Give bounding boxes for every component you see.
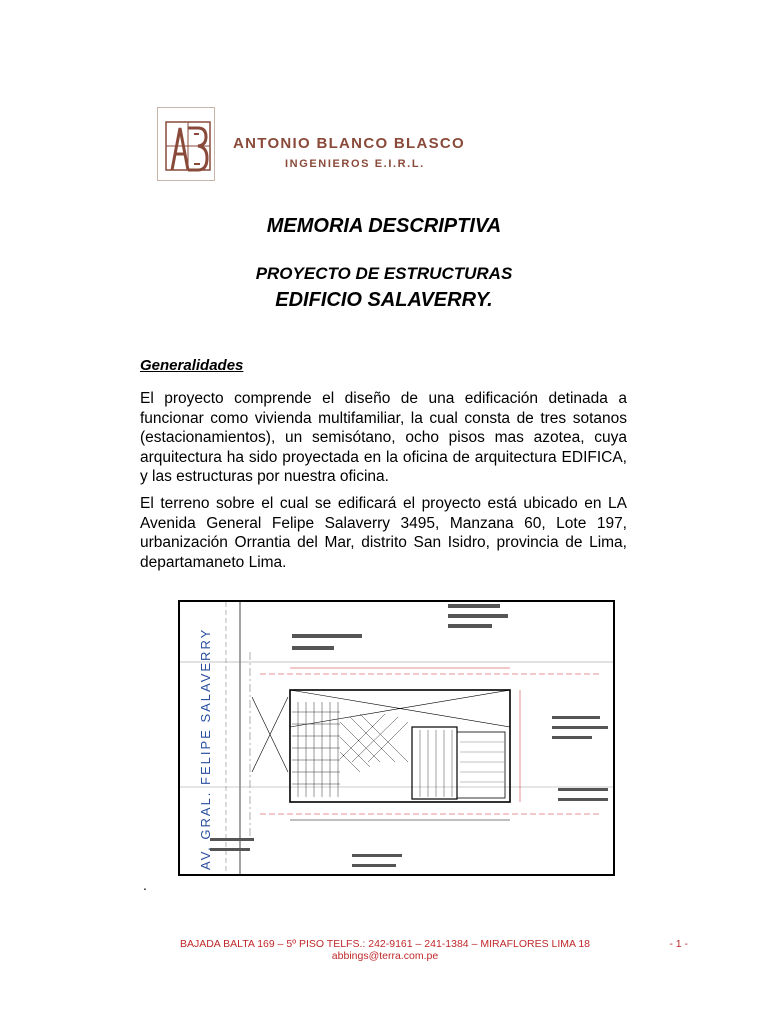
company-name: ANTONIO BLANCO BLASCO xyxy=(233,135,466,152)
trailing-mark: . xyxy=(143,877,147,893)
company-subtitle: INGENIEROS E.I.R.L. xyxy=(285,158,425,170)
paragraph: El terreno sobre el cual se edificará el proyecto está ubicado en LA Avenida General Felipe Salaverry 3495, Manzana 60, Lote 197, urbanización Orrantia del Mar, distrito San Isidro, provincia de Lima, departamaneto Lima. xyxy=(140,495,627,571)
project-name: EDIFICIO SALAVERRY. xyxy=(275,289,493,311)
company-letterhead xyxy=(157,107,517,183)
document-title: MEMORIA DESCRIPTIVA xyxy=(266,215,502,237)
company-logo-icon xyxy=(157,107,215,181)
page-number: - 1 - xyxy=(669,938,688,950)
page-footer xyxy=(140,938,630,962)
section-heading: Generalidades xyxy=(140,357,244,374)
paragraph: El proyecto comprende el diseño de una edificación detinada a funcionar como vivienda multifamiliar, la cual consta de tres sotanos (estacionamientos), un semisótano, ocho pisos mas azotea, cuya arquitectura ha sido proyectada en la oficina de arquitectura EDIFICA, y las estructuras por nuestra oficina. xyxy=(140,390,627,485)
street-label: AV. GRAL. FELIPE SALAVERRY xyxy=(198,627,213,870)
site-plan-drawing xyxy=(178,600,615,876)
site-plan-svg xyxy=(180,602,613,874)
footer-address: BAJADA BALTA 169 – 5º PISO TELFS.: 242-9161 – 241-1384 – MIRAFLORES LIMA 18 xyxy=(179,938,591,950)
document-subtitle: PROYECTO DE ESTRUCTURAS xyxy=(255,264,513,283)
footer-email: abbings@terra.com.pe xyxy=(331,950,439,962)
